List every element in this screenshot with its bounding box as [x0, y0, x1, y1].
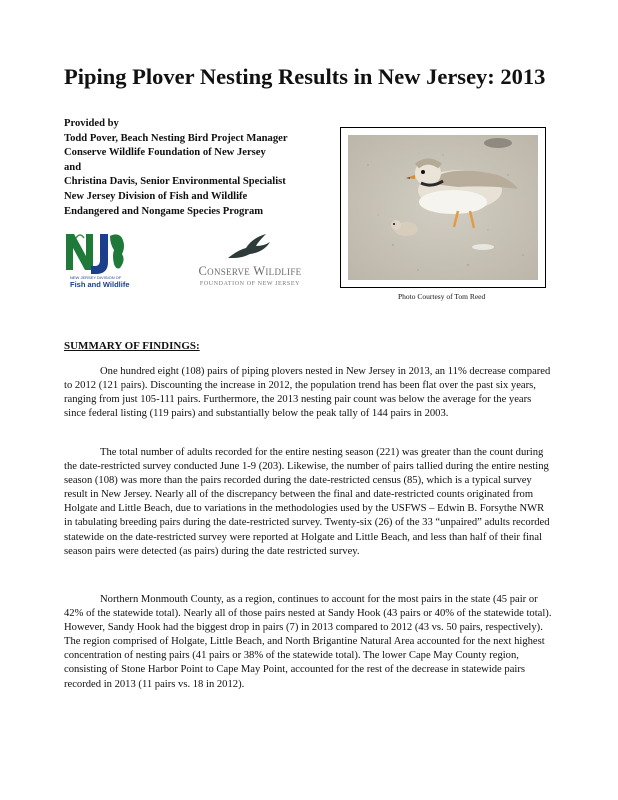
credits-line: Todd Pover, Beach Nesting Bird Project Manager	[64, 132, 288, 144]
paragraph-3	[64, 593, 554, 692]
bird-silhouette-icon	[184, 232, 316, 264]
conserve-wildlife-logo	[184, 232, 316, 294]
plover-photo-frame	[340, 127, 546, 288]
nj-fish-wildlife-logo	[64, 230, 144, 295]
photo-caption: Photo Courtesy of Tom Reed	[398, 292, 486, 301]
cw-wordmark: Conserve Wildlife	[198, 264, 302, 278]
svg-text:NEW JERSEY DIVISION OF: NEW JERSEY DIVISION OF	[70, 275, 122, 280]
cw-subtitle: FOUNDATION OF NEW JERSEY	[199, 281, 301, 287]
paragraph-text: Northern Monmouth County, as a region, continues to account for the most pairs in the state (45 pair or 42% of the statewide total). Nearly all of those pairs nested at Sandy Hook (43 pairs or 40% of the statewide total). However, Sandy Hook had the biggest drop in pairs (7) in 2013 compared to 2012 (43 vs. 50 pairs, respectively). The region comprised of Holgate, Little Beach, and North Brigantine Natural Area accounted for the next highest concentration of nesting pairs (41 pairs or 38% of the statewide total). The lower Cape May County region, consisting of Stone Harbor Point to Cape May Point, accounted for the rest of the decrease in statewide pairs recorded in 2013 (11 pairs vs. 18 in 2012).	[64, 594, 552, 690]
credits-line: Christina Davis, Senior Environmental Specialist	[64, 176, 286, 188]
credits-line: Provided by	[64, 118, 119, 129]
credits-line: Endangered and Nongame Species Program	[64, 205, 264, 217]
credits-line: Conserve Wildlife Foundation of New Jersey	[64, 147, 266, 159]
nj-logo-graphic	[64, 230, 144, 295]
page-title: Piping Plover Nesting Results in New Jersey: 2013	[64, 64, 546, 89]
summary-heading: SUMMARY OF FINDINGS:	[64, 340, 200, 352]
svg-text:Fish and Wildlife: Fish and Wildlife	[70, 280, 130, 289]
paragraph-2	[64, 446, 554, 559]
credits-block	[64, 117, 344, 219]
paragraph-text: The total number of adults recorded for the entire nesting season (221) was greater than the count during the date-restricted survey conducted June 1-9 (203). Likewise, the number of pairs tallied during the entire nesting season (108) was more than the pairs recorded during the date-restricted census (85), which is a typical survey result in New Jersey. Nearly all of the discrepancy between the final and date-restricted counts originated from Holgate and Little Beach, due to variations in the methodologies used by the USFWS – Edwin B. Forsythe NWR in tabulating breeding pairs during the date-restricted survey. Twenty-six (26) of the 33 “unpaired” adults recorded statewide on the date-restricted survey were reported at Holgate and Little Beach, and less than half of their final season pairs were detected (as pairs) during the date restricted survey.	[64, 447, 550, 557]
paragraph-1	[64, 365, 554, 421]
credits-line: New Jersey Division of Fish and Wildlife	[64, 190, 248, 202]
paragraph-text: One hundred eight (108) pairs of piping plovers nested in New Jersey in 2013, an 11% decrease compared to 2012 (121 pairs). Discounting the increase in 2012, the population trend has been flat over the past six years, ranging from just 105-111 pairs. Furthermore, the 2013 nesting pair count was below the average for the years since federal listing (119 pairs) and substantially below the peak tally of 144 pairs in 2003.	[64, 366, 551, 420]
piping-plover-photo	[348, 135, 538, 280]
credits-line: and	[64, 161, 82, 173]
